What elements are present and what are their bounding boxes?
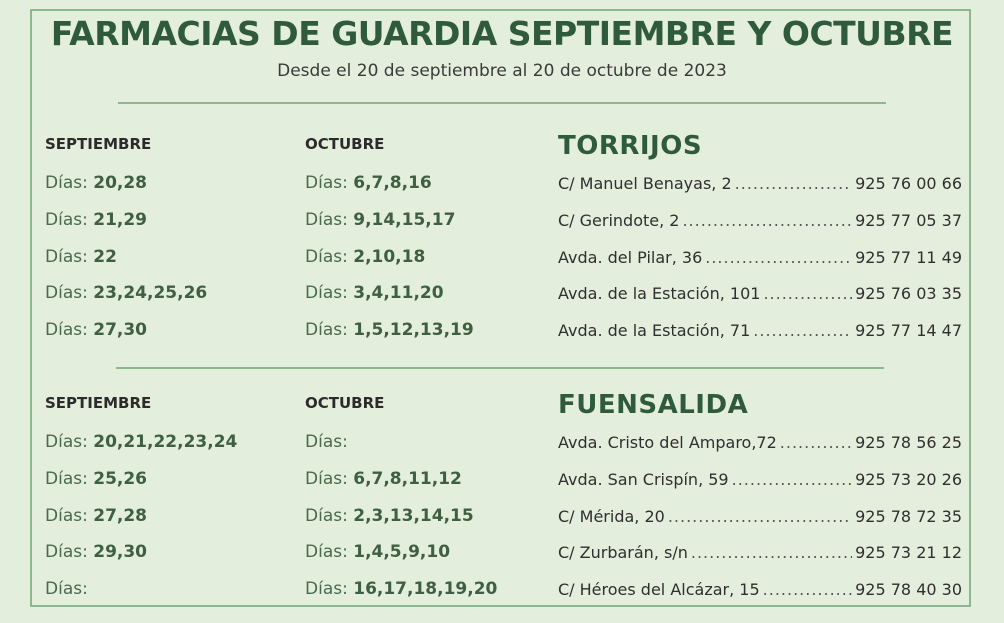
september-days xyxy=(45,247,117,267)
town-name: FUENSALIDA xyxy=(558,390,749,420)
page-title: FARMACIAS DE GUARDIA SEPTIEMBRE Y OCTUBRE xyxy=(50,14,954,53)
dot-leader xyxy=(668,507,852,526)
september-days xyxy=(45,173,147,193)
days-label: Días: xyxy=(305,209,348,230)
september-days xyxy=(45,283,207,303)
days-label: Días: xyxy=(45,320,88,341)
pharmacy-entry xyxy=(558,507,962,526)
dot-leader xyxy=(732,470,853,489)
pharmacy-entry xyxy=(558,321,962,340)
days-label: Días: xyxy=(305,579,348,600)
pharmacy-row xyxy=(0,469,1004,499)
pharmacy-row xyxy=(0,320,1004,350)
september-days xyxy=(45,469,147,489)
days-label: Días: xyxy=(305,283,348,304)
pharmacy-entry xyxy=(558,580,962,599)
pharmacy-entry xyxy=(558,433,962,452)
pharmacy-phone: 925 76 00 66 xyxy=(855,174,962,193)
september-day-numbers: 27,28 xyxy=(93,505,148,526)
october-day-numbers: 16,17,18,19,20 xyxy=(353,579,498,600)
pharmacy-phone: 925 77 05 37 xyxy=(855,210,962,230)
days-label: Días: xyxy=(45,579,88,600)
pharmacy-phone: 925 78 56 25 xyxy=(855,433,962,452)
october-day-numbers: 6,7,8,16 xyxy=(353,173,432,193)
divider-middle xyxy=(116,367,884,369)
dot-leader xyxy=(780,433,852,452)
october-days xyxy=(305,506,474,526)
september-header: SEPTIEMBRE xyxy=(45,135,152,153)
pharmacy-entry xyxy=(558,248,962,267)
days-label: Días: xyxy=(45,246,88,267)
pharmacy-phone: 925 73 21 12 xyxy=(855,543,962,563)
dot-leader xyxy=(705,248,852,267)
october-days xyxy=(305,469,462,489)
october-days xyxy=(305,210,455,230)
dot-leader xyxy=(682,211,852,230)
september-days xyxy=(45,432,237,452)
october-day-numbers: 6,7,8,11,12 xyxy=(353,468,462,489)
pharmacy-address: Avda. de la Estación, 101 xyxy=(558,284,761,304)
pharmacy-address: Avda. del Pilar, 36 xyxy=(558,247,703,267)
days-label: Días: xyxy=(45,209,88,230)
pharmacy-row xyxy=(0,579,1004,609)
pharmacy-row xyxy=(0,210,1004,240)
october-days xyxy=(305,579,497,599)
divider-top xyxy=(118,102,886,104)
september-day-numbers: 20,21,22,23,24 xyxy=(93,432,238,452)
october-days xyxy=(305,173,432,193)
days-label: Días: xyxy=(45,505,88,526)
pharmacy-phone: 925 78 72 35 xyxy=(855,506,962,526)
october-day-numbers: 2,3,13,14,15 xyxy=(353,505,474,526)
pharmacy-row xyxy=(0,542,1004,572)
september-days xyxy=(45,506,147,526)
pharmacy-phone: 925 73 20 26 xyxy=(855,469,962,489)
september-header: SEPTIEMBRE xyxy=(45,394,152,412)
days-label: Días: xyxy=(45,432,88,452)
days-label: Días: xyxy=(305,468,348,489)
dot-leader xyxy=(735,174,852,193)
pharmacy-row xyxy=(0,247,1004,277)
pharmacy-address: Avda. San Crispín, 59 xyxy=(558,469,729,489)
pharmacy-phone: 925 76 03 35 xyxy=(855,284,962,304)
october-day-numbers: 1,4,5,9,10 xyxy=(353,542,451,563)
pharmacy-address: C/ Gerindote, 2 xyxy=(558,210,680,230)
town-name: TORRIJOS xyxy=(558,131,703,161)
days-label: Días: xyxy=(305,320,348,341)
days-label: Días: xyxy=(305,432,348,452)
pharmacy-phone: 925 77 11 49 xyxy=(855,247,962,267)
september-day-numbers: 23,24,25,26 xyxy=(93,283,208,304)
days-label: Días: xyxy=(45,283,88,304)
september-day-numbers: 29,30 xyxy=(93,542,148,563)
pharmacy-address: Avda. de la Estación, 71 xyxy=(558,321,751,341)
days-label: Días: xyxy=(45,173,88,193)
september-day-numbers: 27,30 xyxy=(93,320,148,341)
pharmacy-phone: 925 77 14 47 xyxy=(855,321,962,341)
october-days xyxy=(305,432,348,452)
october-day-numbers: 9,14,15,17 xyxy=(353,209,456,230)
dot-leader xyxy=(691,543,852,562)
pharmacy-address: C/ Manuel Benayas, 2 xyxy=(558,174,732,193)
september-days xyxy=(45,210,147,230)
days-label: Días: xyxy=(45,542,88,563)
september-days xyxy=(45,542,147,562)
pharmacy-address: C/ Mérida, 20 xyxy=(558,506,665,526)
days-label: Días: xyxy=(305,542,348,563)
pharmacy-row xyxy=(0,173,1004,203)
pharmacy-row xyxy=(0,506,1004,536)
october-days xyxy=(305,320,474,340)
september-day-numbers: 22 xyxy=(93,246,117,267)
october-header: OCTUBRE xyxy=(305,135,385,153)
page-subtitle: Desde el 20 de septiembre al 20 de octubre de 2023 xyxy=(277,61,727,81)
dot-leader xyxy=(763,284,852,303)
september-days xyxy=(45,579,88,599)
pharmacy-row xyxy=(0,283,1004,313)
days-label: Días: xyxy=(305,505,348,526)
october-header: OCTUBRE xyxy=(305,394,385,412)
october-day-numbers: 1,5,12,13,19 xyxy=(353,320,474,341)
september-day-numbers: 20,28 xyxy=(93,173,148,193)
pharmacy-row xyxy=(0,432,1004,462)
september-day-numbers: 25,26 xyxy=(93,468,148,489)
october-days xyxy=(305,542,450,562)
pharmacy-address: C/ Zurbarán, s/n xyxy=(558,543,688,563)
september-day-numbers: 21,29 xyxy=(93,209,148,230)
dot-leader xyxy=(763,580,852,599)
october-days xyxy=(305,247,425,267)
pharmacy-entry xyxy=(558,470,962,489)
pharmacy-address: Avda. Cristo del Amparo,72 xyxy=(558,433,777,452)
days-label: Días: xyxy=(45,468,88,489)
september-days xyxy=(45,320,147,340)
pharmacy-entry xyxy=(558,284,962,303)
days-label: Días: xyxy=(305,173,348,193)
pharmacy-entry xyxy=(558,211,962,230)
pharmacy-address: C/ Héroes del Alcázar, 15 xyxy=(558,580,760,600)
pharmacy-entry xyxy=(558,543,962,562)
pharmacy-entry xyxy=(558,174,962,193)
dot-leader xyxy=(753,321,852,340)
days-label: Días: xyxy=(305,246,348,267)
october-day-numbers: 2,10,18 xyxy=(353,246,426,267)
october-days xyxy=(305,283,444,303)
october-day-numbers: 3,4,11,20 xyxy=(353,283,444,304)
pharmacy-phone: 925 78 40 30 xyxy=(855,580,962,600)
